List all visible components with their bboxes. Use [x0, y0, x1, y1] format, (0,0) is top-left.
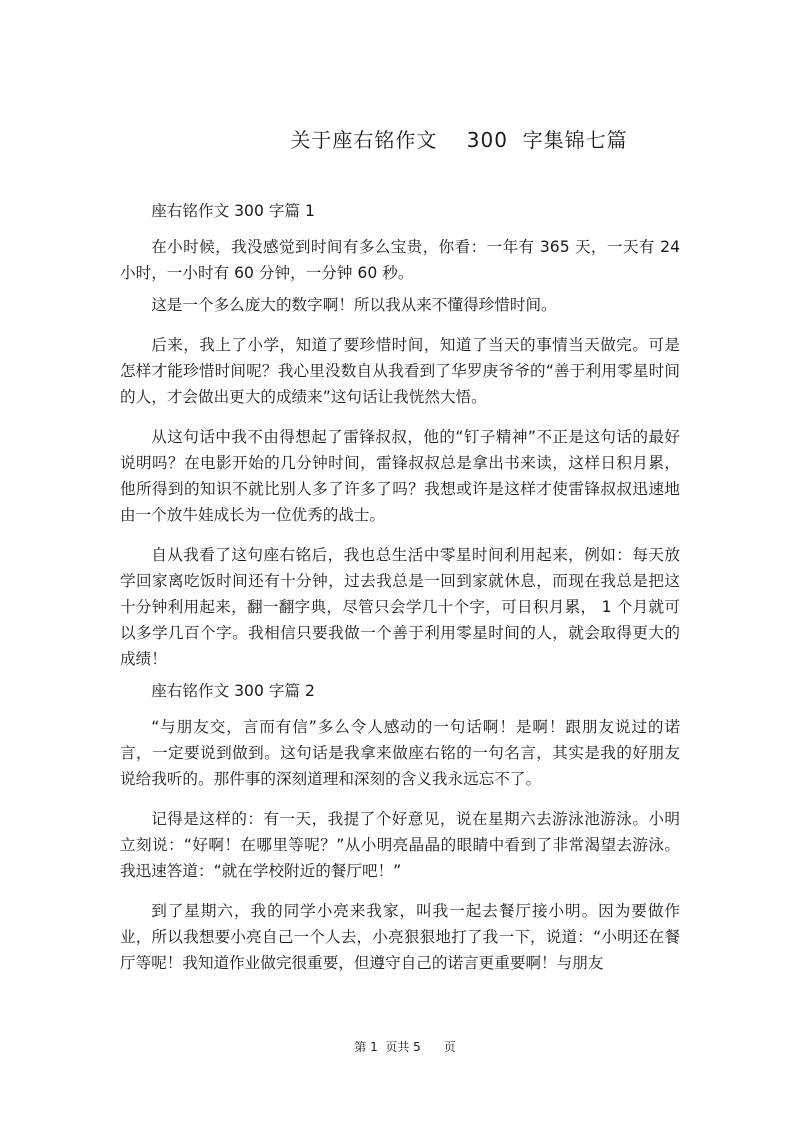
paragraph: 记得是这样的：有一天，我提了个好意见，说在星期六去游泳池游泳。小明立刻说：“好啊！在哪里等呢？”从小明亮晶晶的眼睛中看到了非常渴望去游泳。我迅速答道：“就在学校附近的餐厅吧！”	[120, 810, 680, 880]
paragraph: 自从我看了这句座右铭后，我也总生活中零星时间利用起来，例如：每天放学回家离吃饭时间还有十分钟，过去我总是一回到家就休息，而现在我总是把这十分钟利用起来，翻一翻字典，尽管只会学几十个字，可日积月累， 1 个月就可以多学几百个字。我相信只要我做一个善于利用零星时间的人，就会取得更大的成绩！	[120, 546, 680, 668]
paragraph: 在小时候，我没感觉到时间有多么宝贵，你看：一年有 365 天，一天有 24 小时，一小时有 60 分钟，一分钟 60 秒。	[120, 238, 680, 282]
paragraph: 到了星期六，我的同学小亮来我家，叫我一起去餐厅接小明。因为要做作业，所以我想要小亮自己一个人去，小亮狠狠地打了我一下，说道：“小明还在餐厅等呢！我知道作业做完很重要，但遵守自己的诺言更重要啊！与朋友	[120, 902, 680, 972]
paragraph: 从这句话中我不由得想起了雷锋叔叔，他的“钉子精神”不正是这句话的最好说明吗？在电影开始的几分钟时间，雷锋叔叔总是拿出书来读，这样日积月累，他所得到的知识不就比别人多了许多了吗？我想或许是这样才使雷锋叔叔迅速地由一个放牛娃成长为一位优秀的战士。	[120, 428, 680, 524]
section-2-heading: 座右铭作文 300 字篇 2	[151, 682, 315, 700]
document-title: 关于座右铭作文 300 字集锦七篇	[290, 128, 628, 152]
paragraph: 后来，我上了小学，知道了要珍惜时间，知道了当天的事情当天做完。可是怎样才能珍惜时间呢？我心里没数自从我看到了华罗庚爷爷的“善于利用零星时间的人，才会做出更大的成绩来”这句话让我恍然大悟。	[120, 336, 680, 406]
paragraph: 这是一个多么庞大的数字啊！所以我从来不懂得珍惜时间。	[151, 296, 557, 314]
document-body	[120, 198, 680, 976]
section-1-heading: 座右铭作文 300 字篇 1	[151, 202, 315, 220]
page-footer: 第 1 页共 5 页	[354, 1040, 456, 1054]
paragraph: “与朋友交，言而有信”多么令人感动的一句话啊！是啊！跟朋友说过的诺言，一定要说到做到。这句话是我拿来做座右铭的一句名言，其实是我的好朋友说给我听的。那件事的深刻道理和深刻的含义我永远忘不了。	[120, 718, 680, 788]
